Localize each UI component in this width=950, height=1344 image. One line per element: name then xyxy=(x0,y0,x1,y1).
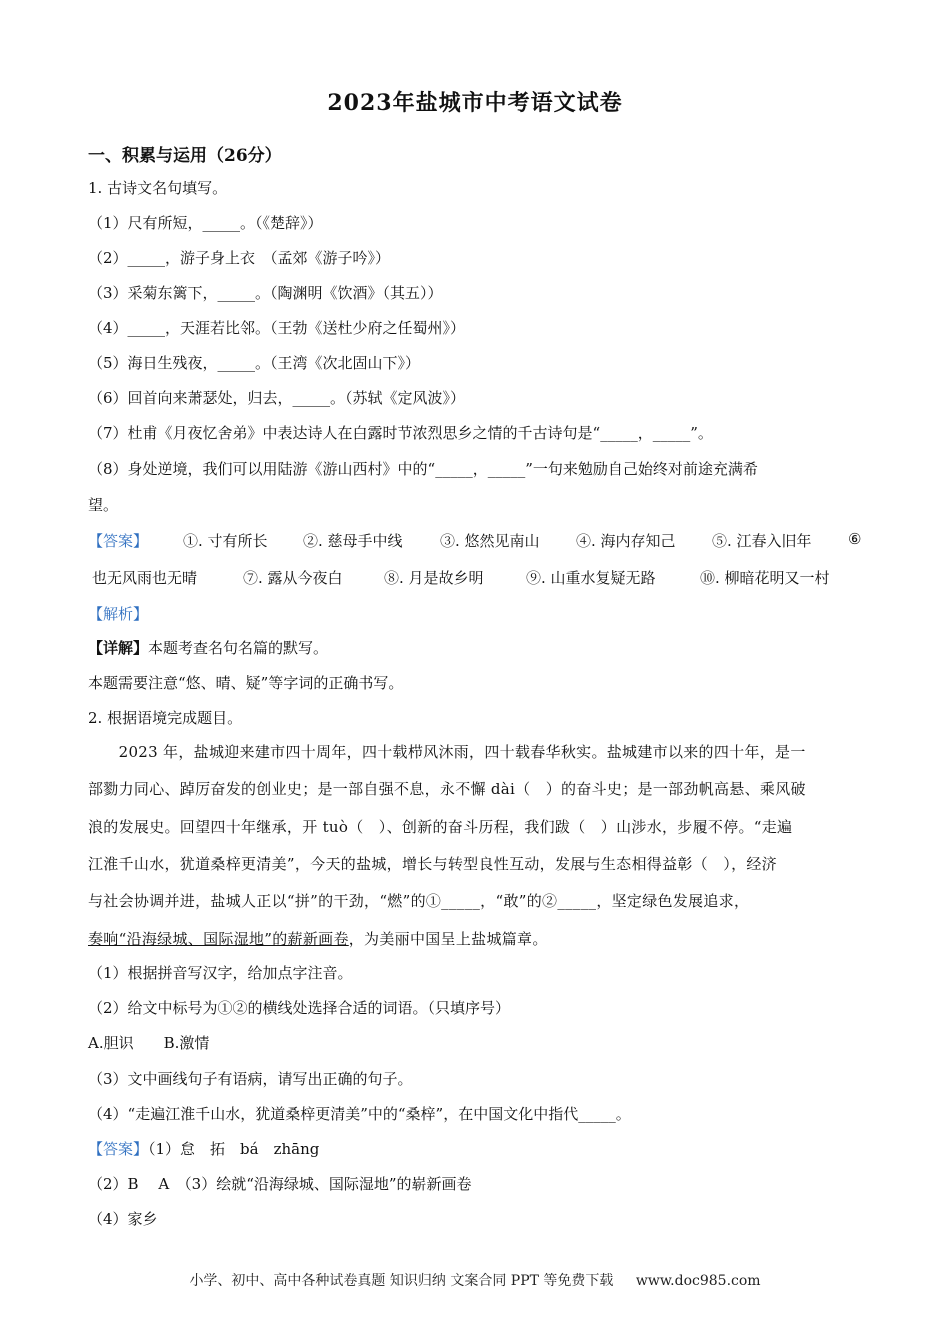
question-1-item: 望。 xyxy=(88,496,119,514)
question-2-sub: （4）“走遍江淮千山水，犹道桑梓更清美”中的“桑梓”，在中国文化中指代_____。 xyxy=(88,1105,631,1123)
question-2-sub: （3）文中画线句子有语病，请写出正确的句子。 xyxy=(88,1070,413,1088)
page-footer xyxy=(0,1270,950,1290)
passage-tail: ，为美丽中国呈上盐城篇章。 xyxy=(348,930,548,948)
answer-item: ①. 寸有所长 xyxy=(183,532,268,550)
answer-tag: 【答案】 xyxy=(88,532,149,550)
question-2-answer-line: （4）家乡 xyxy=(88,1210,158,1228)
question-2-sub: （1）根据拼音写汉字，给加点字注音。 xyxy=(88,964,353,982)
detail-text: 本题考查名句名篇的默写。 xyxy=(148,639,329,657)
answer-item: ③. 悠然见南山 xyxy=(440,532,540,550)
passage-line: 部勠力同心、踔厉奋发的创业史；是一部自强不息，永不懈 dài（ ）的奋斗史；是一部劲帆高悬、乘风破 xyxy=(88,780,806,798)
question-1-item: （8）身处逆境，我们可以用陆游《游山西村》中的“_____，_____”一句来勉励自己始终对前途充满希 xyxy=(88,460,758,478)
answer-item: ⑤. 江春入旧年 xyxy=(712,532,812,550)
question-2-answer-line xyxy=(88,1138,319,1159)
question-1-item: （1）尺有所短，_____。（《楚辞》） xyxy=(88,214,323,232)
question-1-item: （5）海日生残夜，_____。（王湾《次北固山下》） xyxy=(88,354,421,372)
answer-item: ⑦. 露从今夜白 xyxy=(243,569,343,587)
answer-tag: 【答案】 xyxy=(88,1140,149,1158)
answer-item: ⑧. 月是故乡明 xyxy=(384,569,484,587)
detail-tag: 【详解】 xyxy=(88,639,149,657)
question-2-options: A.胆识 B.激情 xyxy=(88,1034,210,1052)
question-1-item: （6）回首向来萧瑟处，归去，_____。（苏轼《定风波》） xyxy=(88,389,466,407)
answer-item: ②. 慈母手中线 xyxy=(303,532,403,550)
answer-item: 也无风雨也无晴 xyxy=(92,569,198,587)
passage-line: 与社会协调并进，盐城人正以“拼”的干劲，“燃”的①_____，“敢”的②_____，坚定绿色发展追求， xyxy=(88,892,750,910)
page-title: 2023年盐城市中考语文试卷 xyxy=(327,90,623,116)
question-1-stem: 1. 古诗文名句填写。 xyxy=(88,179,228,197)
answer-item: ⑥ xyxy=(848,530,862,548)
passage-line: 2023 年，盐城迎来建市四十周年，四十载栉风沐雨，四十载春华秋实。盐城建市以来的四十年，是一 xyxy=(88,743,806,761)
footer-text: 小学、初中、高中各种试卷真题 知识归纳 文案合同 PPT 等免费下载 xyxy=(189,1273,614,1289)
answer-item: ⑩. 柳暗花明又一村 xyxy=(700,569,830,587)
underlined-sentence: 奏响“沿海绿城、国际湿地”的薪新画卷 xyxy=(88,930,349,948)
answer-text: （1）怠 拓 bá zhāng xyxy=(148,1140,320,1158)
section-heading: 一、积累与运用（26分） xyxy=(88,146,282,166)
question-1-item: （7）杜甫《月夜忆舍弟》中表达诗人在白露时节浓烈思乡之情的千古诗句是“_____，_____”。 xyxy=(88,424,713,442)
question-1-item: （4）_____，天涯若比邻。（王勃《送杜少府之任蜀州》） xyxy=(88,319,466,337)
analysis-tag: 【解析】 xyxy=(88,605,149,623)
question-2-stem: 2. 根据语境完成题目。 xyxy=(88,709,243,727)
detail-note: 本题需要注意“悠、晴、疑”等字词的正确书写。 xyxy=(88,674,404,692)
answer-item: ④. 海内存知己 xyxy=(576,532,676,550)
passage-line: 江淮千山水，犹道桑梓更清美”，今天的盐城，增长与转型良性互动，发展与生态相得益彰（ ），经济 xyxy=(88,855,777,873)
question-2-answer-line: （2）B A （3）绘就“沿海绿城、国际湿地”的崭新画卷 xyxy=(88,1175,472,1193)
passage-line-last xyxy=(88,928,548,949)
question-1-item: （2）_____，游子身上衣 （孟郊《游子吟》） xyxy=(88,249,391,267)
question-2-sub: （2）给文中标号为①②的横线处选择合适的词语。（只填序号） xyxy=(88,999,511,1017)
detail-line xyxy=(88,637,328,658)
answer-item: ⑨. 山重水复疑无路 xyxy=(526,569,656,587)
footer-link[interactable]: www.doc985.com xyxy=(635,1273,761,1289)
question-1-item: （3）采菊东篱下，_____。（陶渊明《饮酒》（其五）） xyxy=(88,284,443,302)
passage-line: 浪的发展史。回望四十年继承，开 tuò（ ）、创新的奋斗历程，我们跋（ ）山涉水，步履不停。“走遍 xyxy=(88,818,793,836)
